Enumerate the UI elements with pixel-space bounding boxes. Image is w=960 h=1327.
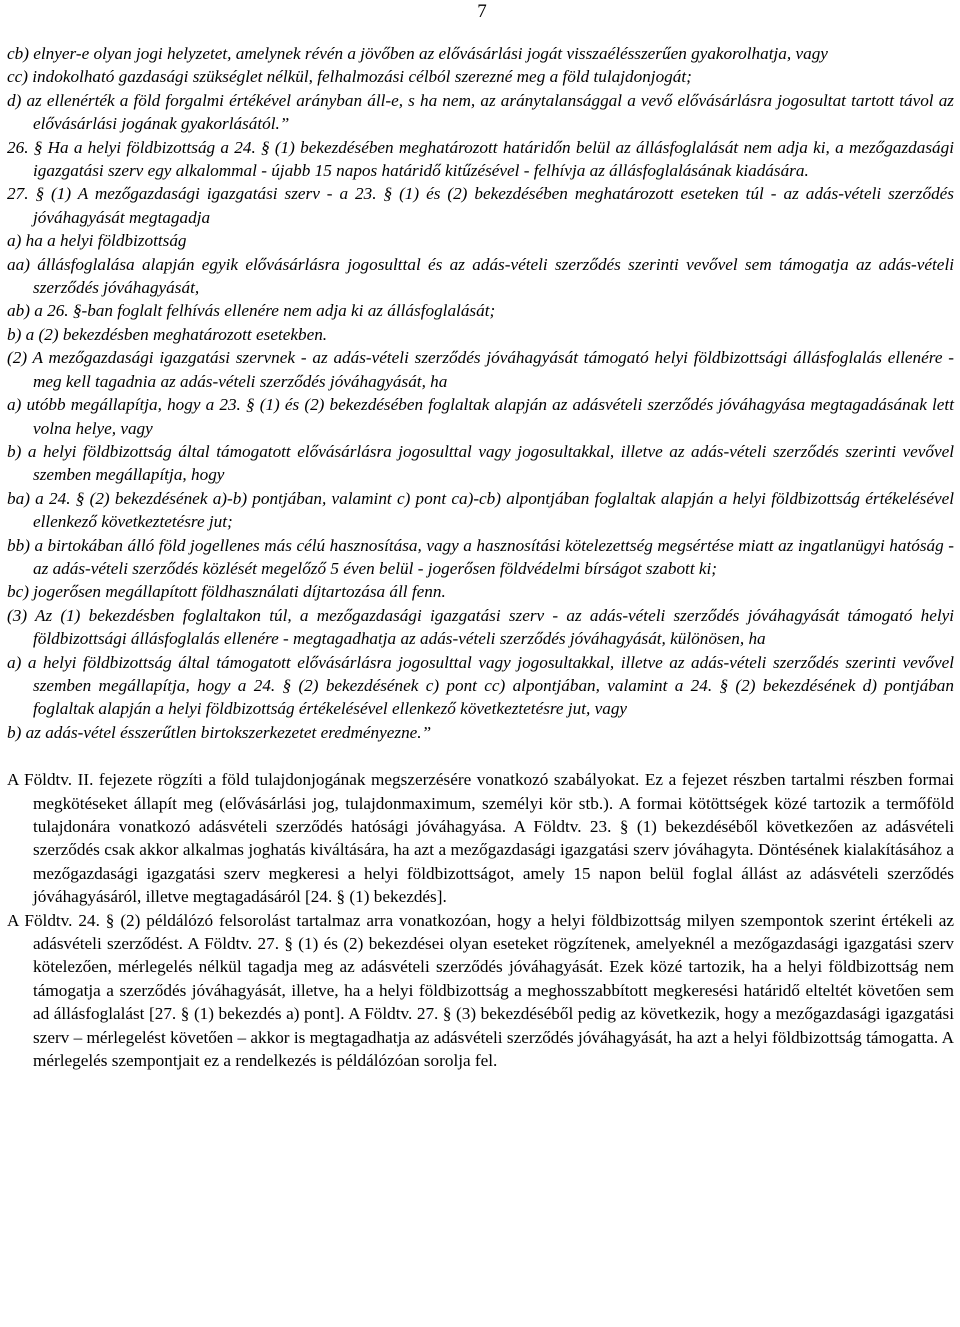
- paragraph: 27. § (1) A mezőgazdasági igazgatási szerv - a 23. § (1) és (2) bekezdésében meghatározott eseteken túl - az adás-vételi szerződés jóváhagyását megtagadja: [7, 184, 954, 227]
- paragraph: d) az ellenérték a föld forgalmi értékével arányban áll-e, s ha nem, az aránytalansággal a vevő elővásárlásra jogosultat tartott távol az elővásárlási jogának gyakorlásától.”: [7, 90, 954, 134]
- commentary-paragraph: A Földtv. II. fejezete rögzíti a föld tulajdonjogának megszerzésére vonatkozó szabályokat. Ez a fejezet részben tartalmi részben formai megkötéseket állapít meg (elővásárlási jog, tulajdonmaximum, személyi kör stb.). A formai kötöttségek közé tartozik a termőföld tulajdonára vonatkozó adásvételi szerződés hatósági jóváhagyása. A Földtv. 23. § (1) bekezdéséből következően az adásvételi szerződés csak akkor alkalmas joghatás kiváltására, ha azt a mezőgazdasági igazgatási szerv jóváhagyta. Döntésének kialakításához a mezőgazdasági igazgatási szerv megkeresi a helyi földbizottságot, amely 15 napon belül foglal állást az adásvételi szerződés jóváhagyásáról, illetve megtagadásáról [24. § (1) bekezdés].: [7, 770, 954, 907]
- commentary-paragraph: A Földtv. 24. § (2) példálózó felsorolást tartalmaz arra vonatkozóan, hogy a helyi földbizottság milyen szempontok szerint értékeli az adásvételi szerződést. A Földtv. 27. § (1) és (2) bekezdései olyan eseteket rögzítenek, amelyeknél a mezőgazdasági igazgatási szerv kötelezően, mérlegelés nélkül tagadja meg az adásvételi szerződés jóváhagyását. Ezek közé tartozik, ha a helyi földbizottság nem támogatja a szerződés jóváhagyását, illetve, ha a helyi földbizottság a meghosszabbított megkeresési határidő elteltét követően sem ad állásfoglalást [27. § (1) bekezdés a) pont]. A Földtv. 27. § (3) bekezdéséből pedig az következik, hogy a mezőgazdasági igazgatási szerv – mérlegelést követően – akkor is megtagadhatja az adásvételi szerződés jóváhagyását, ha azt a helyi földbizottság támogatta. A mérlegelés szempontjait ez a rendelkezés is példálózóan sorolja fel.: [7, 910, 954, 1071]
- paragraph: a) utóbb megállapítja, hogy a 23. § (1) és (2) bekezdésében foglaltak alapján az adásvételi szerződés jóváhagyása megtagadásának lett volna helye, vagy: [7, 395, 954, 438]
- paragraph: b) a (2) bekezdésben meghatározott esetekben.: [7, 324, 328, 344]
- paragraph: 26. § Ha a helyi földbizottság a 24. § (1) bekezdésében meghatározott határidőn belül az állásfoglalását nem adja ki, a mezőgazdasági igazgatási szerv egy alkalommal - újabb 15 napos határidő kitűzésével - felhívja az állásfoglalásának kiadására.: [7, 137, 954, 181]
- paragraph: b) a helyi földbizottság által támogatott elővásárlásra jogosulttal vagy jogosultakkal, illetve az adás-vételi szerződés szerinti vevővel szemben megállapítja, hogy: [7, 441, 954, 485]
- paragraph: bb) a birtokában álló föld jogellenes más célú hasznosítása, vagy a hasznosítási kötelezettség megsértése miatt az ingatlanügyi hatóság - az adás-vételi szerződés közlését megelőző 5 éven belül - jogerősen földvédelmi bírságot szabott ki;: [7, 535, 954, 578]
- paragraph: (3) Az (1) bekezdésben foglaltakon túl, a mezőgazdasági igazgatási szerv - az adás-vételi szerződés jóváhagyását támogató helyi földbizottsági állásfoglalás ellenére - megtagadhatja az adás-vételi szerződés jóváhagyását, különösen, ha: [7, 605, 954, 649]
- paragraph: a) a helyi földbizottság által támogatott elővásárlásra jogosulttal vagy jogosultakkal, illetve az adás-vételi szerződés szerinti vevővel szemben megállapítja, hogy a 24. § (2) bekezdésének c) pont cc) alpontjában, valamint a 24. § (2) bekezdésének d) pontjában foglaltak alapján a helyi földbizottság értékelésével ellenkező következtetésre jut, vagy: [7, 652, 954, 719]
- paragraph: a) ha a helyi földbizottság: [7, 231, 187, 251]
- page-number: 7: [477, 1, 487, 22]
- paragraph: cc) indokolható gazdasági szükséglet nélkül, felhalmozási célból szerezné meg a föld tulajdonjogát;: [7, 67, 692, 87]
- paragraph: ab) a 26. §-ban foglalt felhívás ellenére nem adja ki az állásfoglalását;: [7, 301, 496, 321]
- document-body: [0, 42, 960, 1072]
- paragraph: cb) elnyer-e olyan jogi helyzetet, amelynek révén a jövőben az elővásárlási jogát visszaélésszerűen gyakorolhatja, vagy: [7, 44, 828, 63]
- paragraph: (2) A mezőgazdasági igazgatási szervnek - az adás-vételi szerződés jóváhagyását támogató helyi földbizottsági állásfoglalás ellenére - meg kell tagadnia az adás-vételi szerződés jóváhagyását, ha: [7, 348, 954, 391]
- paragraph: bc) jogerősen megállapított földhasználati díjtartozása áll fenn.: [7, 582, 446, 602]
- paragraph: aa) állásfoglalása alapján egyik elővásárlásra jogosulttal és az adás-vételi szerződés szerinti vevővel sem támogatja az adás-vételi szerződés jóváhagyását,: [7, 254, 954, 298]
- paragraph: ba) a 24. § (2) bekezdésének a)-b) pontjában, valamint c) pont ca)-cb) alpontjában foglaltak alapján a helyi földbizottság értékelésével ellenkező következtetésre jut;: [7, 488, 954, 532]
- spacer: [7, 744, 954, 768]
- paragraph: b) az adás-vétel ésszerűtlen birtokszerkezetet eredményezne.”: [7, 722, 432, 742]
